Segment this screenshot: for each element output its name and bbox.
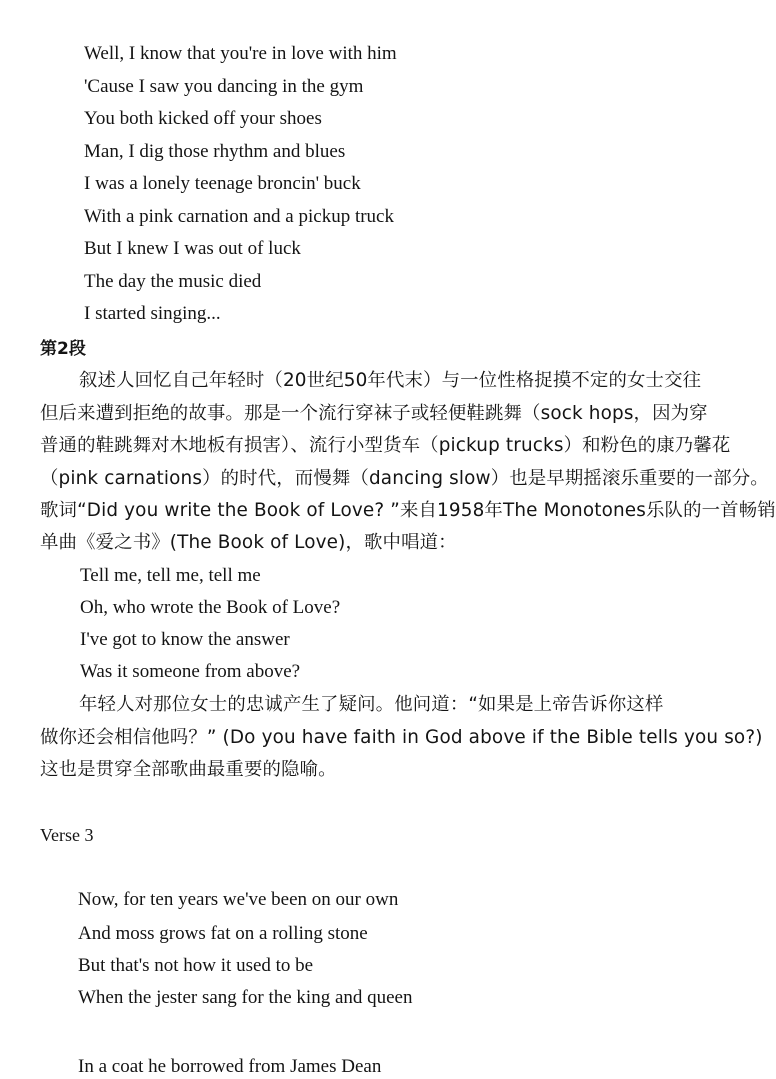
paragraph-line: 但后来遭到拒绝的故事。那是一个流行穿袜子或轻便鞋跳舞（sock hops，因为穿 [40, 403, 708, 424]
paragraph-line: 叙述人回忆自己年轻时（20世纪50年代末）与一位性格捉摸不定的女士交往 [79, 370, 702, 391]
quote-line: I've got to know the answer [80, 629, 290, 650]
lyric-line: You both kicked off your shoes [84, 108, 322, 129]
lyric-line: The day the music died [84, 271, 262, 292]
lyric-line: But that's not how it used to be [78, 955, 314, 976]
lyric-line: When the jester sang for the king and queen [78, 987, 413, 1008]
lyric-line: I started singing... [84, 303, 221, 324]
lyric-line: I was a lonely teenage broncin' buck [84, 173, 361, 194]
verse-label: Verse 3 [40, 825, 94, 845]
section-heading: 第2段 [40, 339, 86, 359]
paragraph-line: 这也是贯穿全部歌曲最重要的隐喻。 [40, 759, 337, 780]
paragraph-line: 年轻人对那位女士的忠诚产生了疑问。他问道：“如果是上帝告诉你这样 [79, 694, 664, 715]
lyric-line: Now, for ten years we've been on our own [78, 889, 399, 910]
quote-line: Was it someone from above? [80, 661, 301, 682]
lyric-line: And moss grows fat on a rolling stone [78, 923, 368, 944]
lyric-line: 'Cause I saw you dancing in the gym [84, 76, 364, 97]
lyric-line: With a pink carnation and a pickup truck [84, 206, 394, 227]
paragraph-line: 歌词“Did you write the Book of Love? ”来自1958年The Monotones乐队的一首畅销 [40, 500, 776, 521]
lyric-line: Man, I dig those rhythm and blues [84, 141, 346, 162]
quote-line: Oh, who wrote the Book of Love? [80, 597, 341, 618]
lyric-line: But I knew I was out of luck [84, 238, 301, 259]
paragraph-line: （pink carnations）的时代，而慢舞（dancing slow）也是早期摇滚乐重要的一部分。 [40, 468, 769, 489]
paragraph-line: 单曲《爱之书》(The Book of Love)，歌中唱道： [40, 532, 457, 553]
quote-line: Tell me, tell me, tell me [80, 565, 261, 586]
paragraph-line: 做你还会相信他吗？” (Do you have faith in God above if the Bible tells you so?) [40, 727, 763, 748]
lyric-line: Well, I know that you're in love with him [84, 43, 397, 64]
lyric-line-cut-off: In a coat he borrowed from James Dean [78, 1056, 382, 1077]
paragraph-line: 普通的鞋跳舞对木地板有损害）、流行小型货车（pickup trucks）和粉色的康乃馨花 [40, 435, 731, 456]
